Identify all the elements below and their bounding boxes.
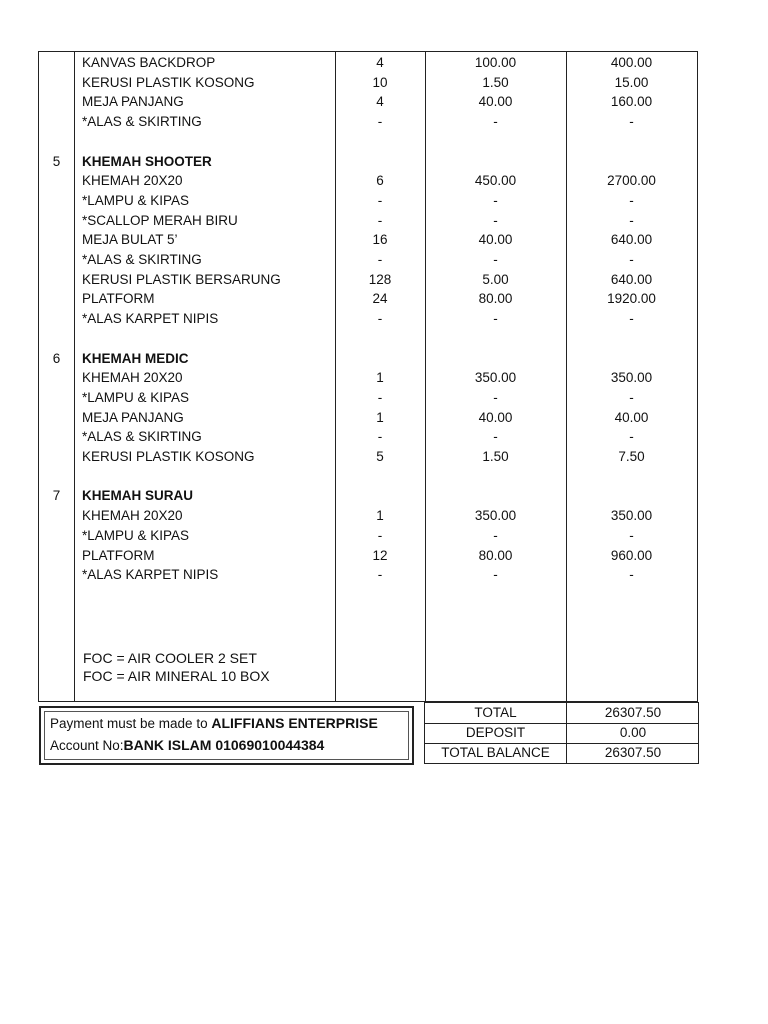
item-amount: 1920.00: [607, 291, 656, 307]
item-unit-price: -: [493, 567, 498, 583]
item-description: KANVAS BACKDROP: [82, 55, 216, 70]
item-description: [82, 132, 332, 152]
item-unit-price: 40.00: [478, 94, 513, 110]
item-unit-price: -: [493, 212, 498, 228]
deposit-label: DEPOSIT: [465, 725, 526, 740]
item-description: KHEMAH 20X20: [82, 508, 183, 524]
table-row: [39, 447, 697, 467]
row-number: [39, 467, 74, 487]
row-number: [39, 388, 74, 408]
table-row: [39, 132, 697, 152]
item-description: *ALAS & SKIRTING: [82, 429, 202, 445]
item-quantity: -: [377, 311, 383, 327]
item-unit-price: 1.50: [482, 74, 509, 90]
total-row: [425, 703, 698, 723]
payment-prefix: Payment must be made to: [50, 716, 208, 731]
row-number: [39, 112, 74, 132]
item-quantity: [335, 329, 425, 349]
item-unit-price: 350.00: [474, 508, 517, 524]
item-amount: [566, 132, 697, 152]
account-line: [50, 737, 324, 753]
row-number: [39, 368, 74, 388]
item-description: [82, 329, 332, 349]
item-quantity: 1: [376, 508, 384, 524]
item-description: KHEMAH SHOOTER: [82, 153, 212, 169]
item-amount: -: [629, 192, 634, 208]
foc-line: FOC = AIR COOLER 2 SET: [83, 650, 257, 666]
total-label: TOTAL: [474, 705, 517, 720]
item-description: *ALAS & SKIRTING: [82, 252, 202, 267]
invoice-table: [38, 51, 698, 702]
row-number: [39, 546, 74, 566]
account-number: BANK ISLAM 01069010044384: [123, 737, 325, 753]
row-number: [39, 211, 74, 231]
totals-table: [424, 702, 699, 764]
item-amount: [566, 467, 697, 487]
item-amount: 640.00: [610, 232, 653, 248]
item-amount: 40.00: [614, 409, 649, 425]
total-value: 26307.50: [566, 703, 699, 723]
item-amount: -: [629, 527, 634, 543]
row-number: [39, 526, 74, 546]
item-amount: -: [629, 567, 634, 583]
item-amount: 640.00: [610, 271, 653, 287]
item-amount: -: [629, 429, 634, 445]
item-quantity: 10: [372, 74, 388, 90]
item-unit-price: -: [493, 114, 498, 130]
item-amount: -: [629, 114, 634, 130]
table-row: [39, 427, 697, 447]
row-number: [39, 132, 74, 152]
item-quantity: 128: [368, 271, 392, 287]
item-quantity: -: [377, 212, 383, 228]
table-row: [39, 211, 697, 231]
item-description: MEJA PANJANG: [82, 409, 184, 425]
item-description: *ALAS KARPET NIPIS: [82, 311, 219, 327]
account-prefix: Account No:: [50, 738, 124, 753]
item-amount: 160.00: [610, 94, 653, 110]
table-row: [39, 329, 697, 349]
item-unit-price: -: [493, 252, 498, 267]
item-description: KERUSI PLASTIK KOSONG: [82, 449, 255, 464]
table-row: [39, 486, 697, 506]
item-description: MEJA BULAT 5’: [82, 232, 178, 248]
payment-instruction: [50, 715, 378, 731]
item-description: *LAMPU & KIPAS: [82, 389, 190, 405]
item-amount: -: [629, 252, 634, 267]
item-unit-price: 1.50: [482, 449, 509, 464]
row-number: [39, 565, 74, 585]
item-quantity: [335, 486, 425, 506]
item-description: KERUSI PLASTIK KOSONG: [82, 74, 255, 90]
balance-row: [425, 743, 698, 763]
table-row: [39, 230, 697, 250]
table-row: [39, 112, 697, 132]
item-quantity: 4: [376, 94, 384, 110]
item-unit-price: [425, 349, 566, 369]
table-row: [39, 270, 697, 290]
balance-value: 26307.50: [566, 743, 699, 763]
item-quantity: 24: [372, 291, 388, 307]
item-unit-price: [425, 486, 566, 506]
item-description: KERUSI PLASTIK BERSARUNG: [82, 271, 281, 287]
row-number: [39, 289, 74, 309]
row-number: [39, 408, 74, 428]
table-row: [39, 349, 697, 369]
table-row: [39, 309, 697, 329]
row-number: [39, 53, 74, 73]
row-number: [39, 447, 74, 467]
table-row: [39, 191, 697, 211]
item-quantity: -: [377, 429, 383, 445]
item-quantity: 1: [376, 409, 384, 425]
item-amount: 400.00: [610, 55, 653, 70]
balance-label: TOTAL BALANCE: [441, 745, 550, 760]
item-amount: 15.00: [614, 74, 649, 90]
item-unit-price: -: [493, 429, 498, 445]
item-quantity: 12: [372, 547, 388, 563]
item-unit-price: 80.00: [478, 291, 513, 307]
item-description: MEJA PANJANG: [82, 94, 184, 110]
item-unit-price: [425, 467, 566, 487]
table-row: [39, 73, 697, 93]
item-quantity: 5: [376, 449, 384, 464]
row-number: [39, 270, 74, 290]
item-unit-price: 450.00: [474, 173, 517, 189]
table-row: [39, 526, 697, 546]
row-number: [39, 230, 74, 250]
item-description: PLATFORM: [82, 291, 155, 307]
item-quantity: [335, 467, 425, 487]
table-row: [39, 289, 697, 309]
item-amount: 7.50: [618, 449, 645, 464]
table-row: [39, 368, 697, 388]
item-quantity: -: [377, 192, 383, 208]
row-number: [39, 506, 74, 526]
item-unit-price: 40.00: [478, 409, 513, 425]
payee-name: ALIFFIANS ENTERPRISE: [211, 715, 378, 731]
item-amount: 350.00: [610, 370, 653, 386]
table-row: [39, 546, 697, 566]
item-quantity: [335, 132, 425, 152]
item-amount: [566, 486, 697, 506]
row-number: [39, 191, 74, 211]
foc-line: FOC = AIR MINERAL 10 BOX: [83, 668, 270, 684]
table-row: [39, 92, 697, 112]
row-number: 6: [52, 350, 61, 366]
item-description: *ALAS KARPET NIPIS: [82, 567, 219, 583]
item-amount: -: [629, 389, 634, 405]
item-unit-price: 80.00: [478, 547, 513, 563]
item-unit-price: 100.00: [474, 55, 517, 70]
item-description: *SCALLOP MERAH BIRU: [82, 212, 238, 228]
table-row: [39, 53, 697, 73]
item-amount: 960.00: [610, 547, 653, 563]
row-number: [39, 329, 74, 349]
item-quantity: 6: [376, 173, 384, 189]
item-description: [82, 467, 332, 487]
item-amount: 350.00: [610, 508, 653, 524]
item-description: *LAMPU & KIPAS: [82, 192, 190, 208]
table-row: [39, 171, 697, 191]
item-description: *LAMPU & KIPAS: [82, 527, 190, 543]
deposit-value: 0.00: [566, 723, 699, 743]
item-description: KHEMAH MEDIC: [82, 350, 189, 366]
row-number: [39, 171, 74, 191]
item-amount: [566, 329, 697, 349]
item-quantity: [335, 349, 425, 369]
item-quantity: -: [377, 527, 383, 543]
item-quantity: [335, 152, 425, 172]
item-amount: [566, 152, 697, 172]
table-row: [39, 506, 697, 526]
table-row: [39, 388, 697, 408]
row-number: [39, 309, 74, 329]
deposit-row: [425, 723, 698, 743]
row-number: 7: [52, 488, 61, 504]
payment-box: [39, 706, 414, 765]
item-unit-price: -: [493, 527, 498, 543]
item-quantity: 16: [372, 232, 388, 248]
item-description: KHEMAH 20X20: [82, 173, 183, 189]
item-amount: 2700.00: [607, 173, 656, 189]
item-quantity: -: [377, 567, 383, 583]
item-amount: [566, 349, 697, 369]
item-unit-price: 40.00: [478, 232, 513, 248]
table-row: [39, 467, 697, 487]
item-unit-price: [425, 329, 566, 349]
item-amount: -: [629, 212, 634, 228]
table-row: [39, 250, 697, 270]
table-row: [39, 152, 697, 172]
item-description: KHEMAH SURAU: [82, 488, 193, 504]
row-number: [39, 73, 74, 93]
item-unit-price: -: [493, 192, 498, 208]
item-unit-price: -: [493, 389, 498, 405]
item-quantity: -: [377, 252, 383, 267]
item-description: PLATFORM: [82, 547, 155, 563]
table-row: [39, 565, 697, 585]
row-number: [39, 427, 74, 447]
row-number: [39, 250, 74, 270]
item-unit-price: [425, 132, 566, 152]
item-quantity: -: [377, 389, 383, 405]
row-number: 5: [52, 153, 61, 169]
item-description: KHEMAH 20X20: [82, 370, 183, 386]
item-unit-price: 5.00: [482, 271, 509, 287]
item-quantity: 4: [376, 55, 384, 70]
item-unit-price: 350.00: [474, 370, 517, 386]
table-row: [39, 408, 697, 428]
item-unit-price: -: [493, 311, 498, 327]
row-number: [39, 92, 74, 112]
item-quantity: -: [377, 114, 383, 130]
item-amount: -: [629, 311, 634, 327]
item-unit-price: [425, 152, 566, 172]
item-description: *ALAS & SKIRTING: [82, 114, 202, 130]
item-quantity: 1: [376, 370, 384, 386]
